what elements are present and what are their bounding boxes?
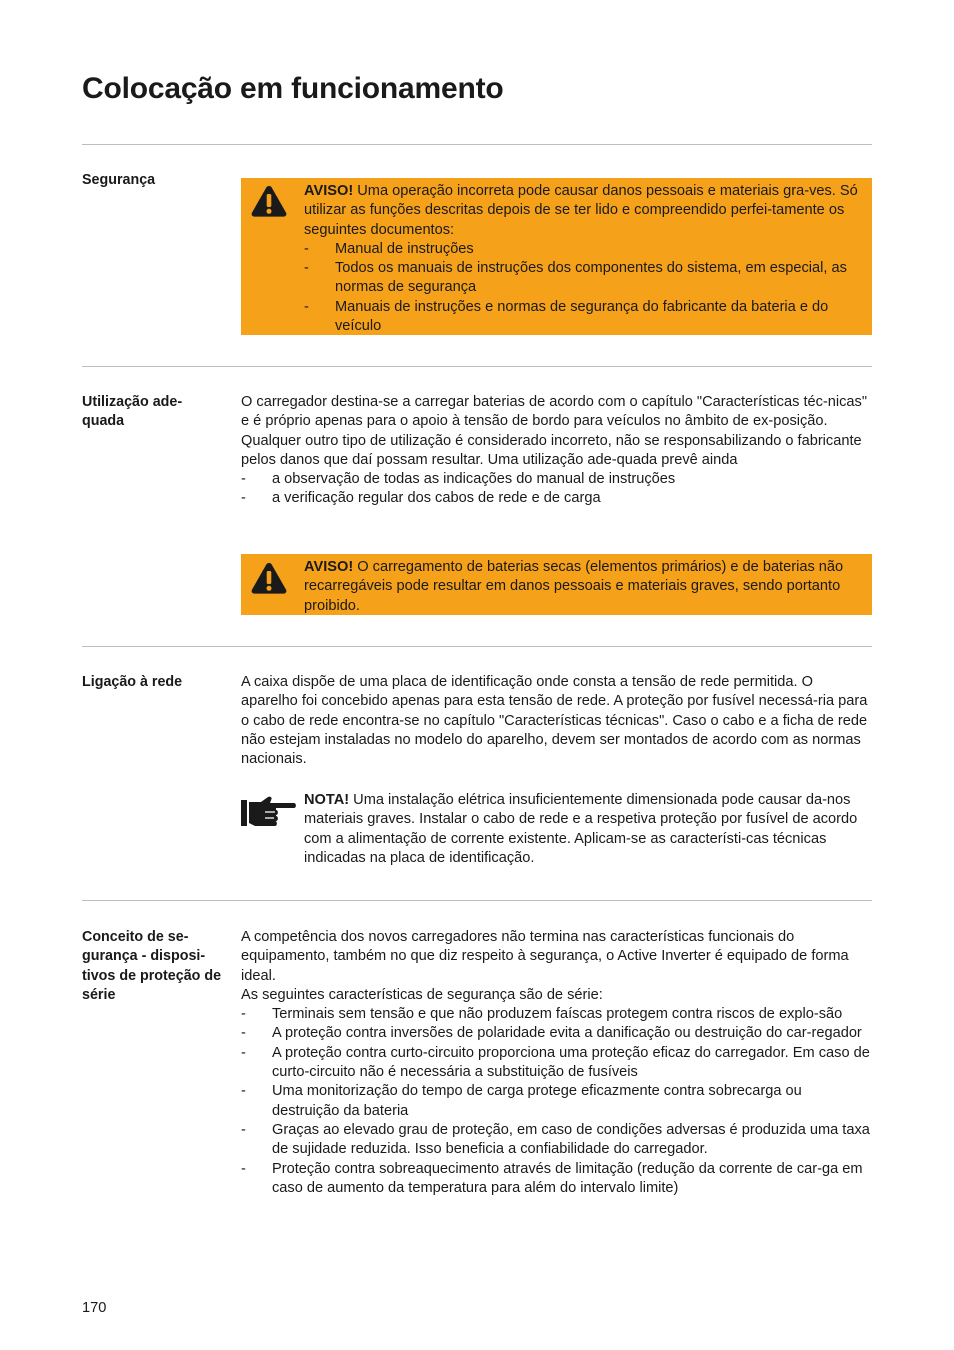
warning-triangle-icon [250, 561, 288, 595]
paragraph: As seguintes características de segurança são de série: [241, 986, 603, 1003]
divider [82, 144, 872, 145]
warning-message: O carregamento de baterias secas (elementos primários) e de baterias não recarregáveis pode resultar em danos pessoais e materiais graves, sendo portanto proibido. [304, 559, 844, 614]
section-body-intended-use [241, 393, 872, 509]
pointing-hand-icon [241, 795, 297, 829]
section-heading-mains: Ligação à rede [82, 674, 183, 690]
list-item: - a observação de todas as indicações do manual de instruções [241, 470, 872, 489]
list-item: - Proteção contra sobreaquecimento através de limitação (redução da corrente de car-ga em caso de aumento da temperatura para além do intervalo limite) [241, 1160, 872, 1199]
bullet-list [241, 470, 872, 509]
divider [82, 900, 872, 901]
warning-box-dry-batteries [241, 554, 872, 615]
warning-label: AVISO! [304, 183, 354, 199]
paragraph: A competência dos novos carregadores não termina nas características funcionais do equipamento, também no que diz respeito à segurança, o Active Inverter é equipado de forma ideal. [241, 929, 849, 984]
divider [82, 646, 872, 647]
note-text-mains [304, 791, 869, 868]
list-item: - a verificação regular dos cabos de rede e de carga [241, 489, 872, 508]
warning-label: AVISO! [304, 559, 354, 575]
bullet-list [241, 1005, 872, 1198]
divider [82, 366, 872, 367]
list-item: - Uma monitorização do tempo de carga protege eficazmente contra sobrecarga ou destruição da bateria [241, 1082, 872, 1121]
paragraph: A caixa dispõe de uma placa de identificação onde consta a tensão de rede permitida. O aparelho foi concebido apenas para esta tensão de rede. A proteção por fusível necessá-ria para o cabo de rede encontra-se no capítulo "Características técnicas". Caso o cabo e a ficha de rede não estejam instaladas no modelo do aparelho, devem ser montados de acordo com as normas nacionais. [241, 674, 868, 768]
list-item: - Manual de instruções [304, 240, 869, 259]
list-item: - Graças ao elevado grau de proteção, em caso de condições adversas é produzida uma taxa de sujidade reduzida. Isso beneficia a confiabilidade do carregador. [241, 1121, 872, 1160]
section-heading-safety: Segurança [82, 172, 156, 188]
note-label: NOTA! [304, 792, 350, 808]
warning-text-safety [304, 182, 869, 336]
section-heading-safety-concept: Conceito de se-gurança - disposi-tivos de proteção de série [82, 929, 222, 1003]
warning-text-dry-batteries [304, 558, 869, 616]
warning-document-list [304, 240, 869, 336]
section-heading-intended-use: Utilização ade-quada [82, 394, 183, 430]
list-item: - Manuais de instruções e normas de segurança do fabricante da bateria e do veículo [304, 298, 869, 337]
note-message: Uma instalação elétrica insuficientemente dimensionada pode causar da-nos materiais graves. Instalar o cabo de rede e a respetiva proteção por fusível de acordo com a alimentação de corrente existente. Aplicam-se as característi-cas técnicas indicadas na placa de identificação. [304, 792, 858, 866]
page-number: 170 [82, 1300, 107, 1316]
list-item: - Terminais sem tensão e que não produzem faíscas protegem contra riscos de explo-são [241, 1005, 872, 1024]
paragraph: O carregador destina-se a carregar baterias de acordo com o capítulo "Características téc-nicas" e é próprio apenas para o apoio à tensão de bordo para veículos no âmbito de ex-posição. Qualquer outro tipo de utilização é considerado incorreto, não se responsabilizando o fabricante pelos danos que daí possam resultar. Uma utilização ade-quada prevê ainda [241, 394, 868, 468]
list-item: - A proteção contra curto-circuito proporciona uma proteção eficaz do carregador. Em caso de curto-circuito não é necessária a substituição de fusíveis [241, 1044, 872, 1083]
page-title: Colocação em funcionamento [82, 72, 504, 105]
section-body-mains [241, 673, 872, 769]
section-body-safety-concept [241, 928, 872, 1198]
warning-message: Uma operação incorreta pode causar danos pessoais e materiais gra-ves. Só utilizar as funções descritas depois de se ter lido e compreendido perfei-tamente os seguintes documentos: [304, 183, 858, 238]
warning-triangle-icon [250, 184, 288, 218]
warning-box-safety [241, 178, 872, 335]
list-item: - Todos os manuais de instruções dos componentes do sistema, em especial, as normas de segurança [304, 259, 869, 298]
list-item: - A proteção contra inversões de polaridade evita a danificação ou destruição do car-regador [241, 1024, 872, 1043]
note-box-mains [241, 791, 872, 871]
